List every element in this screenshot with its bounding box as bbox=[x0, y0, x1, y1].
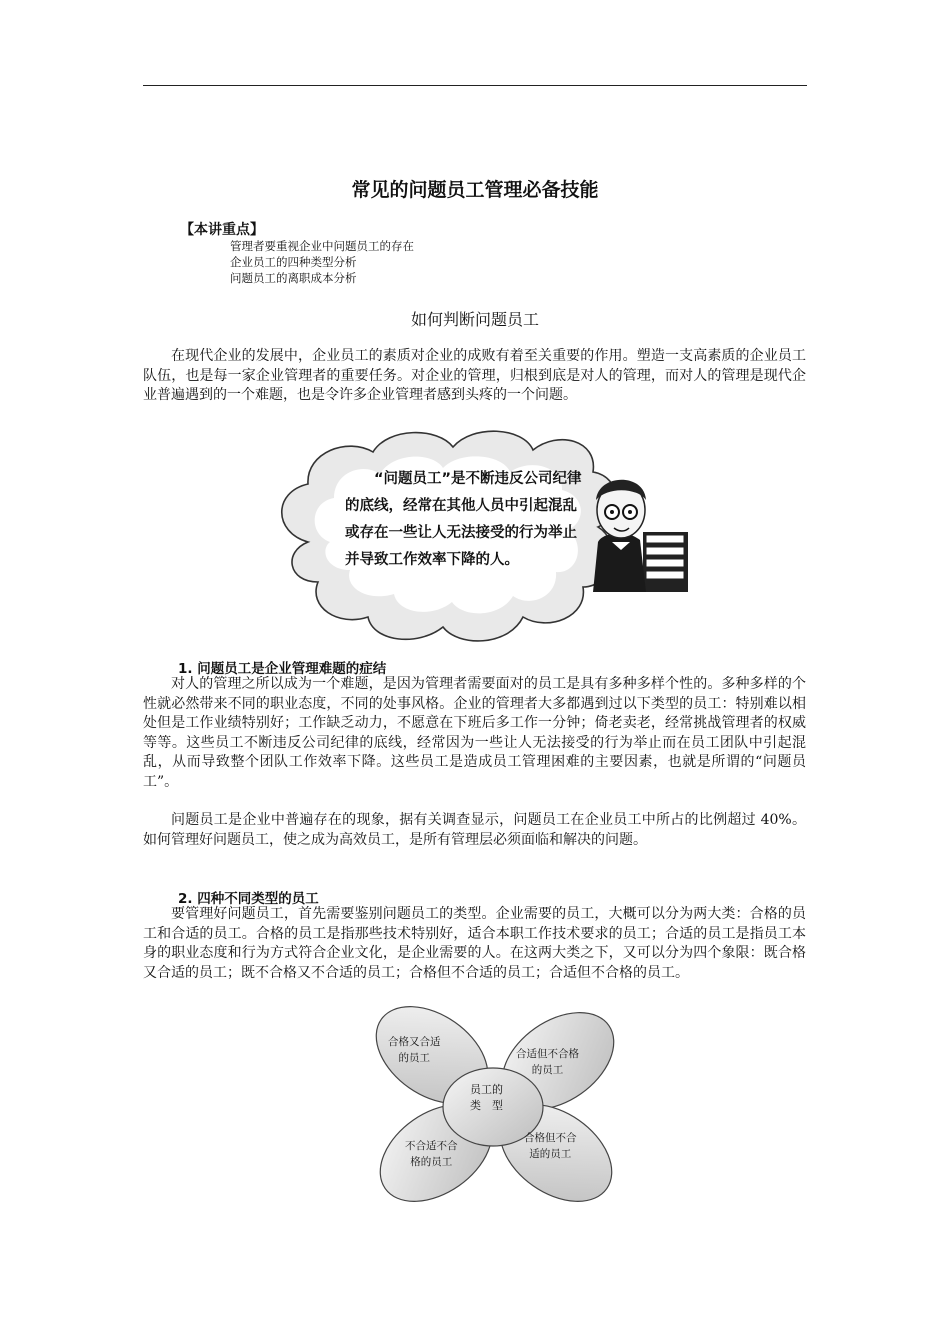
label-line: 的员工 bbox=[398, 1052, 430, 1064]
key-points-list bbox=[230, 238, 414, 286]
label-line: 合适但不合格 bbox=[516, 1048, 579, 1060]
label-line: 不合适不合 bbox=[405, 1140, 458, 1152]
label-top-right bbox=[516, 1046, 579, 1078]
section1-paragraph-2: 问题员工是企业中普遍存在的现象，据有关调查显示，问题员工在企业员工中所占的比例超过 40%。如何管理好问题员工，使之成为高效员工，是所有管理层必须面临和解决的问题。 bbox=[143, 812, 806, 848]
label-line: 类 型 bbox=[470, 1099, 503, 1112]
section1-paragraph-1: 对人的管理之所以成为一个难题，是因为管理者需要面对的员工是具有多种多样个性的。多种多样的个性就必然带来不同的职业态度，不同的处事风格。企业的管理者大多都遇到过以下类型的员工：特别难以相处但是工作业绩特别好；工作缺乏动力，不愿意在下班后多工作一分钟；倚老卖老，经常挑战管理者的权威等等。这些员工不断违反公司纪律的底线，经常因为一些让人无法接受的行为举止而在员工团队中引起混乱，从而导致整个团队工作效率下降。这些员工是造成员工管理困难的主要因素，也就是所谓的“问题员工”。 bbox=[143, 676, 806, 790]
professor-figure bbox=[593, 480, 688, 592]
label-bottom-left bbox=[405, 1138, 458, 1170]
section2-paragraph-1: 要管理好问题员工，首先需要鉴别问题员工的类型。企业需要的员工，大概可以分为两大类：合格的员工和合适的员工。合格的员工是指那些技术特别好，适合本职工作技术要求的员工；合适的员工是指员工本身的职业态度和行为方式符合企业文化，是企业需要的人。在这两大类之下，又可以分为四个象限：既合格又合适的员工；既不合格又不合适的员工；合格但不合适的员工；合适但不合格的员工。 bbox=[143, 906, 806, 981]
section-title: 如何判断问题员工 bbox=[410, 310, 539, 329]
label-line: 格的员工 bbox=[410, 1156, 453, 1168]
label-center bbox=[470, 1082, 503, 1114]
label-line: 适的员工 bbox=[529, 1148, 572, 1160]
header-rule bbox=[143, 85, 807, 86]
label-line: 员工的 bbox=[470, 1083, 503, 1096]
label-top-left bbox=[388, 1034, 441, 1066]
section2-heading: 2. 四种不同类型的员工 bbox=[178, 891, 319, 907]
key-point-item: 企业员工的四种类型分析 bbox=[230, 255, 357, 269]
label-bottom-right bbox=[524, 1130, 577, 1162]
intro-paragraph: 在现代企业的发展中，企业员工的素质对企业的成败有着至关重要的作用。塑造一支高素质的企业员工队伍，也是每一家企业管理者的重要任务。对企业的管理，归根到底是对人的管理，而对人的管理是现代企业普遍遇到的一个难题，也是令许多企业管理者感到头疼的一个问题。 bbox=[143, 348, 806, 404]
label-line: 的员工 bbox=[531, 1064, 564, 1076]
cloud-quote-text: “问题员工”是不断违反公司纪律的底线，经常在其他人员中引起混乱或存在一些让人无法接受的行为举止并导致工作效率下降的人。 bbox=[345, 471, 582, 568]
key-points-heading: 【本讲重点】 bbox=[180, 222, 264, 238]
key-point-item: 问题员工的离职成本分析 bbox=[230, 271, 357, 285]
section1-heading: 1. 问题员工是企业管理难题的症结 bbox=[178, 661, 387, 677]
cloud-quote bbox=[345, 466, 583, 574]
label-line: 合格又合适 bbox=[388, 1036, 441, 1048]
label-line: 合格但不合 bbox=[524, 1132, 577, 1144]
page-title: 常见的问题员工管理必备技能 bbox=[351, 179, 599, 201]
key-point-item: 管理者要重视企业中问题员工的存在 bbox=[230, 239, 414, 253]
